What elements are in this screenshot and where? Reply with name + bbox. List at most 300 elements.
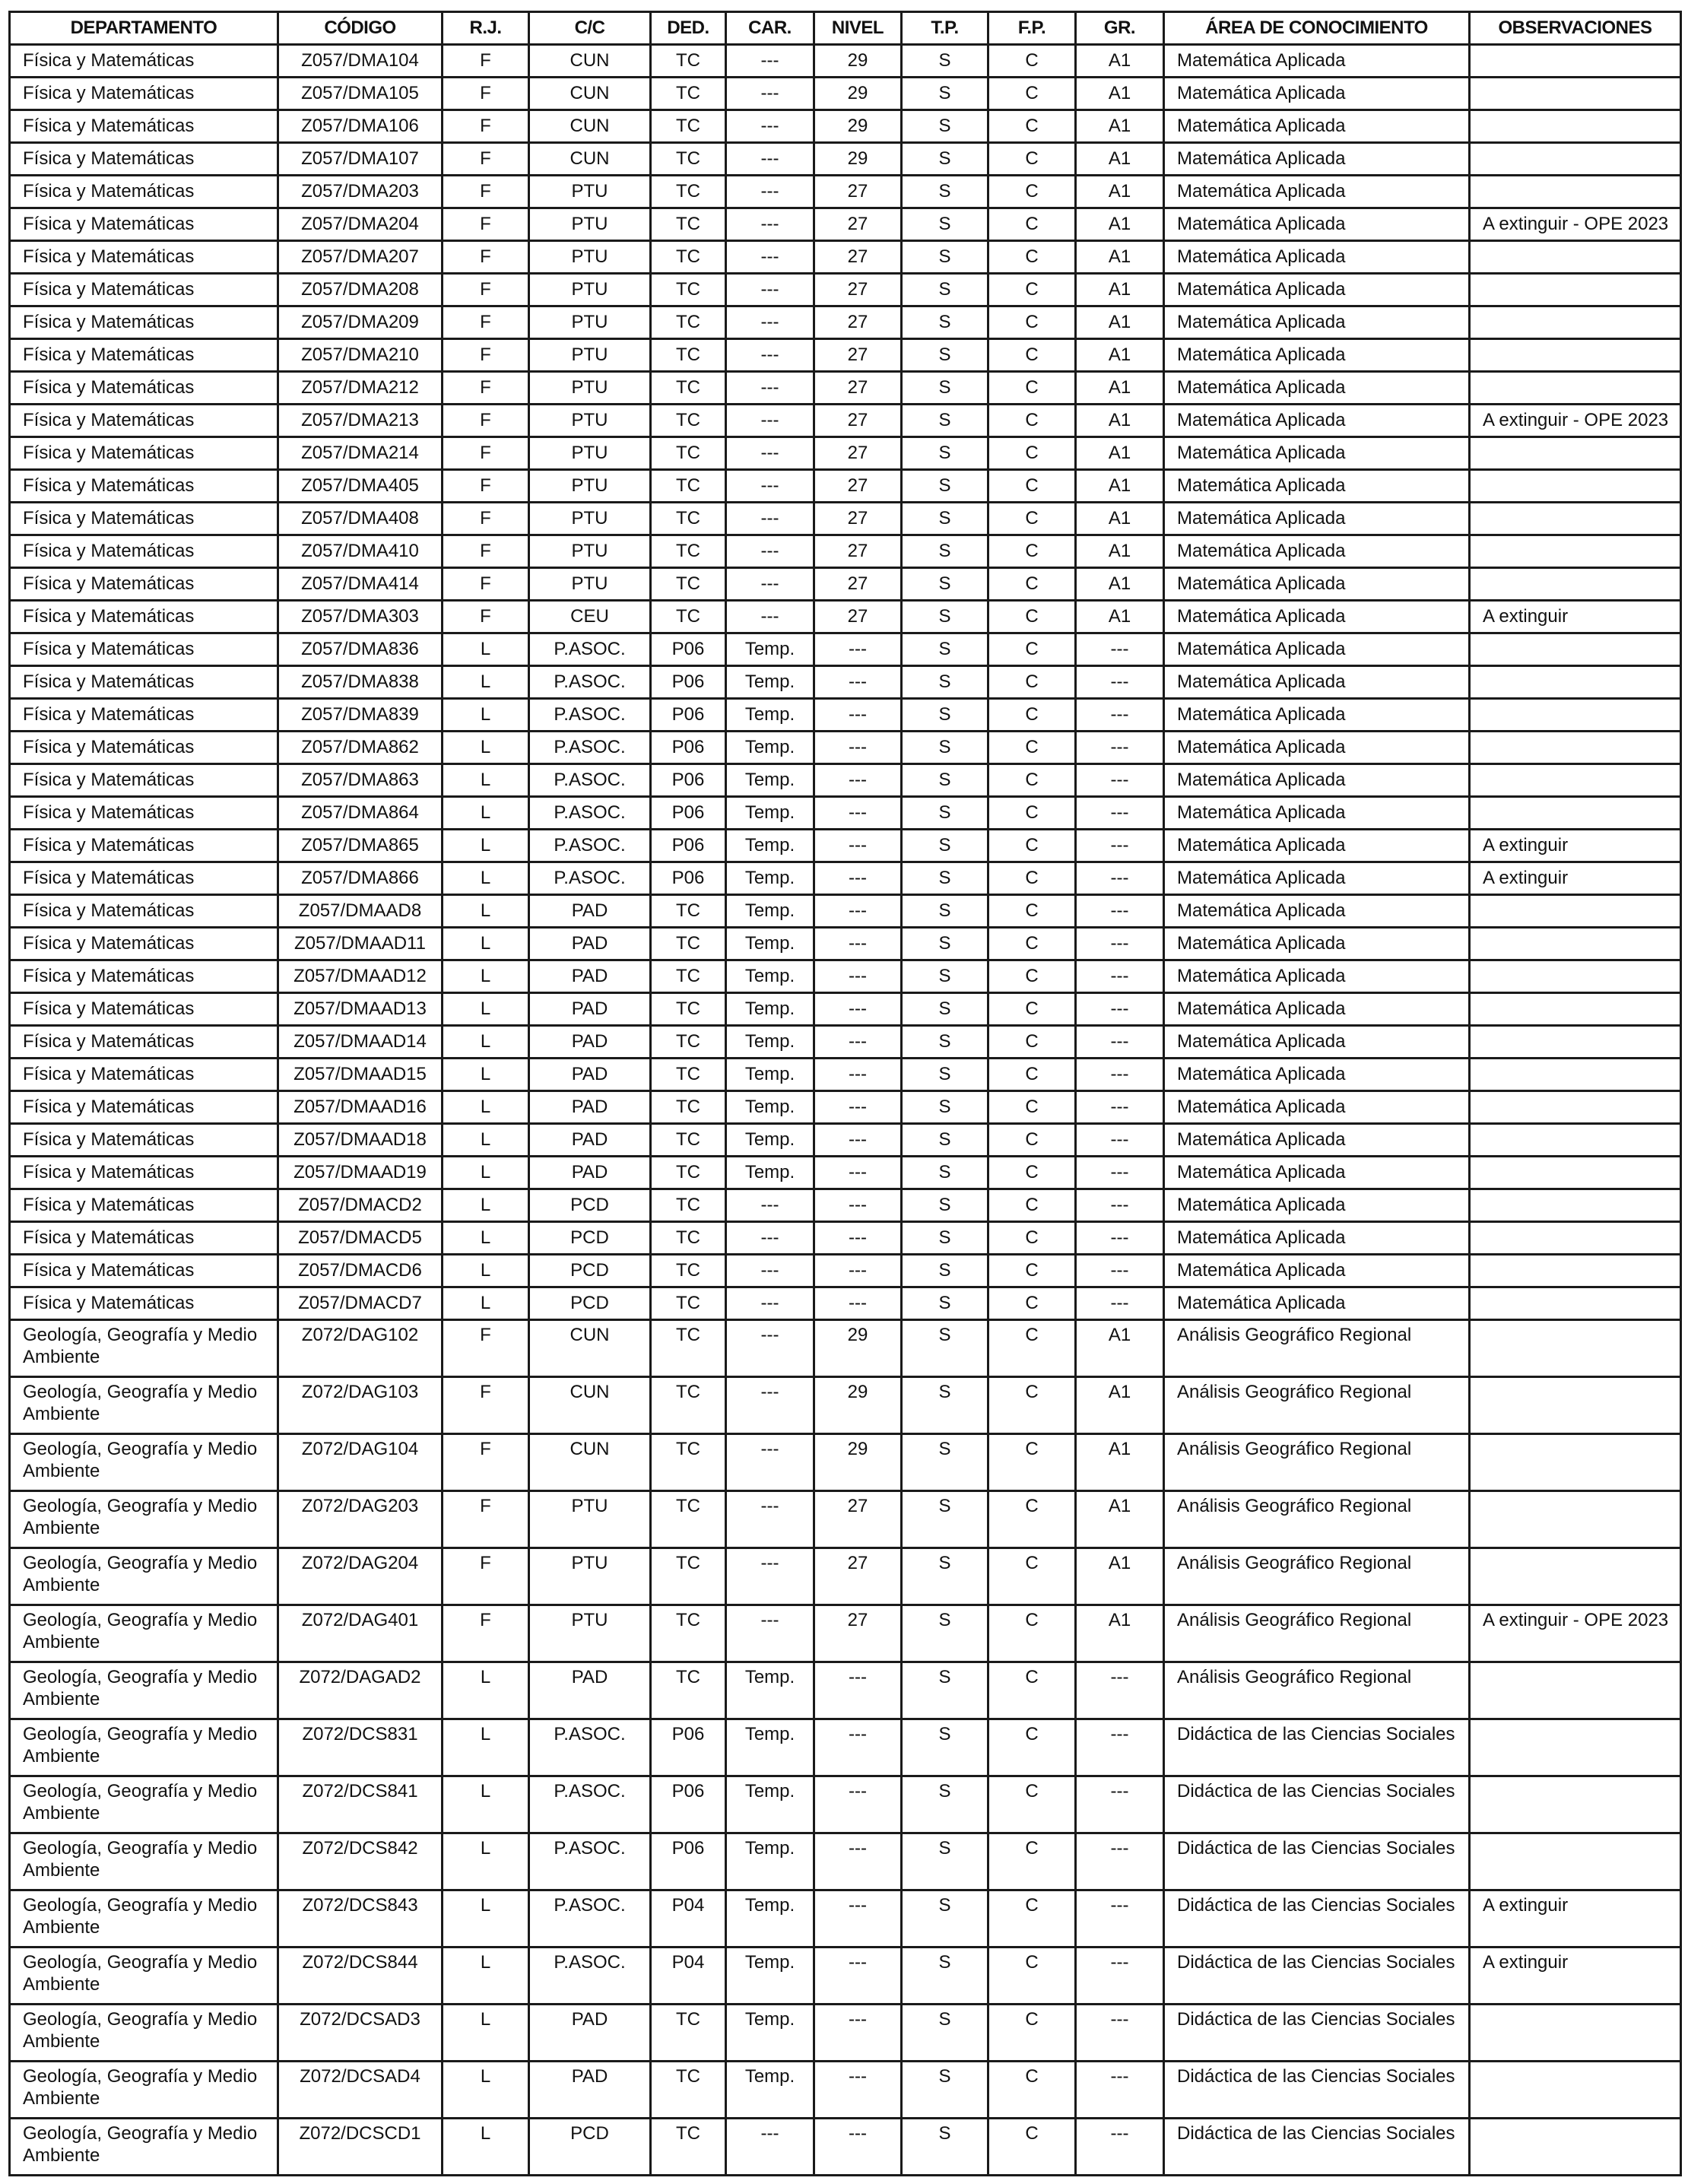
table-row	[10, 960, 1681, 993]
cell-gr: ---	[1076, 1890, 1164, 1948]
cell-codigo: Z072/DCS831	[278, 1719, 443, 1776]
cell-cc: PTU	[529, 535, 651, 568]
cell-car: Temp.	[726, 2062, 814, 2119]
cell-departamento: Física y Matemáticas	[10, 339, 278, 372]
cell-rj: F	[443, 45, 529, 78]
cell-ded: TC	[651, 78, 726, 110]
table-row	[10, 1833, 1681, 1890]
cell-fp: C	[988, 78, 1076, 110]
cell-departamento: Física y Matemáticas	[10, 241, 278, 274]
cell-ded: TC	[651, 1026, 726, 1059]
cell-observaciones	[1470, 568, 1681, 601]
cell-ded: TC	[651, 2062, 726, 2119]
cell-area: Matemática Aplicada	[1164, 45, 1470, 78]
cell-codigo: Z057/DMA208	[278, 274, 443, 306]
cell-departamento: Física y Matemáticas	[10, 306, 278, 339]
cell-ded: TC	[651, 1434, 726, 1491]
cell-rj: L	[443, 699, 529, 732]
cell-codigo: Z057/DMA838	[278, 666, 443, 699]
cell-gr: ---	[1076, 895, 1164, 928]
cell-codigo: Z057/DMA863	[278, 764, 443, 797]
cell-nivel: 27	[814, 176, 902, 208]
cell-area: Matemática Aplicada	[1164, 895, 1470, 928]
cell-cc: P.ASOC.	[529, 862, 651, 895]
cell-car: Temp.	[726, 1719, 814, 1776]
cell-car: ---	[726, 1189, 814, 1222]
cell-fp: C	[988, 830, 1076, 862]
cell-ded: P04	[651, 1948, 726, 2005]
cell-codigo: Z057/DMA213	[278, 405, 443, 437]
cell-rj: L	[443, 830, 529, 862]
cell-observaciones	[1470, 2119, 1681, 2176]
cell-area: Análisis Geográfico Regional	[1164, 1605, 1470, 1662]
cell-tp: S	[902, 699, 988, 732]
cell-car: ---	[726, 1255, 814, 1287]
cell-nivel: ---	[814, 830, 902, 862]
cell-car: Temp.	[726, 633, 814, 666]
cell-car: Temp.	[726, 928, 814, 960]
cell-observaciones: A extinguir - OPE 2023	[1470, 405, 1681, 437]
cell-ded: P06	[651, 633, 726, 666]
cell-car: Temp.	[726, 862, 814, 895]
cell-area: Análisis Geográfico Regional	[1164, 1662, 1470, 1719]
cell-codigo: Z057/DMA864	[278, 797, 443, 830]
cell-gr: ---	[1076, 1189, 1164, 1222]
cell-area: Matemática Aplicada	[1164, 993, 1470, 1026]
cell-nivel: 29	[814, 78, 902, 110]
cell-codigo: Z057/DMA865	[278, 830, 443, 862]
table-row	[10, 372, 1681, 405]
cell-ded: TC	[651, 176, 726, 208]
cell-rj: F	[443, 143, 529, 176]
cell-area: Didáctica de las Ciencias Sociales	[1164, 1948, 1470, 2005]
cell-car: Temp.	[726, 2005, 814, 2062]
cell-ded: P06	[651, 732, 726, 764]
cell-rj: F	[443, 535, 529, 568]
cell-codigo: Z072/DAG204	[278, 1548, 443, 1605]
table-row	[10, 862, 1681, 895]
cell-ded: TC	[651, 1157, 726, 1189]
cell-fp: C	[988, 2062, 1076, 2119]
cell-departamento: Física y Matemáticas	[10, 176, 278, 208]
cell-area: Análisis Geográfico Regional	[1164, 1320, 1470, 1377]
cell-car: ---	[726, 1434, 814, 1491]
cell-gr: ---	[1076, 1157, 1164, 1189]
cell-departamento: Física y Matemáticas	[10, 470, 278, 503]
cell-rj: L	[443, 1255, 529, 1287]
cell-codigo: Z057/DMA414	[278, 568, 443, 601]
cell-ded: TC	[651, 1605, 726, 1662]
cell-codigo: Z072/DCSAD4	[278, 2062, 443, 2119]
cell-departamento: Física y Matemáticas	[10, 633, 278, 666]
cell-area: Matemática Aplicada	[1164, 143, 1470, 176]
cell-area: Matemática Aplicada	[1164, 208, 1470, 241]
cell-rj: L	[443, 1662, 529, 1719]
cell-nivel: 27	[814, 405, 902, 437]
cell-fp: C	[988, 1776, 1076, 1833]
cell-tp: S	[902, 732, 988, 764]
cell-codigo: Z057/DMA866	[278, 862, 443, 895]
cell-departamento: Física y Matemáticas	[10, 1091, 278, 1124]
cell-area: Didáctica de las Ciencias Sociales	[1164, 2005, 1470, 2062]
cell-rj: L	[443, 1776, 529, 1833]
cell-observaciones	[1470, 666, 1681, 699]
table-row	[10, 2119, 1681, 2176]
cell-area: Matemática Aplicada	[1164, 1222, 1470, 1255]
cell-car: Temp.	[726, 1662, 814, 1719]
cell-departamento: Geología, Geografía y Medio Ambiente	[10, 2062, 278, 2119]
cell-nivel: ---	[814, 1091, 902, 1124]
cell-area: Matemática Aplicada	[1164, 274, 1470, 306]
cell-rj: L	[443, 1287, 529, 1320]
cell-car: Temp.	[726, 699, 814, 732]
cell-car: Temp.	[726, 1091, 814, 1124]
cell-car: ---	[726, 45, 814, 78]
cell-observaciones	[1470, 535, 1681, 568]
cell-car: Temp.	[726, 1157, 814, 1189]
table-row	[10, 405, 1681, 437]
cell-rj: L	[443, 633, 529, 666]
cell-gr: A1	[1076, 208, 1164, 241]
cell-nivel: ---	[814, 1287, 902, 1320]
cell-observaciones	[1470, 110, 1681, 143]
cell-tp: S	[902, 1719, 988, 1776]
cell-observaciones	[1470, 372, 1681, 405]
cell-ded: TC	[651, 1377, 726, 1434]
cell-car: ---	[726, 274, 814, 306]
table-row	[10, 1157, 1681, 1189]
cell-tp: S	[902, 176, 988, 208]
cell-car: ---	[726, 503, 814, 535]
cell-codigo: Z057/DMA209	[278, 306, 443, 339]
cell-ded: TC	[651, 339, 726, 372]
cell-nivel: ---	[814, 2119, 902, 2176]
cell-codigo: Z072/DCS843	[278, 1890, 443, 1948]
cell-departamento: Geología, Geografía y Medio Ambiente	[10, 1605, 278, 1662]
cell-rj: F	[443, 306, 529, 339]
cell-gr: A1	[1076, 372, 1164, 405]
cell-fp: C	[988, 1377, 1076, 1434]
cell-cc: PTU	[529, 568, 651, 601]
cell-rj: L	[443, 666, 529, 699]
cell-observaciones	[1470, 1255, 1681, 1287]
cell-ded: TC	[651, 2005, 726, 2062]
cell-car: ---	[726, 1377, 814, 1434]
cell-codigo: Z072/DAG203	[278, 1491, 443, 1548]
cell-nivel: 29	[814, 110, 902, 143]
cell-cc: CEU	[529, 601, 651, 633]
cell-cc: PAD	[529, 1091, 651, 1124]
cell-observaciones	[1470, 1026, 1681, 1059]
cell-fp: C	[988, 306, 1076, 339]
cell-nivel: ---	[814, 1776, 902, 1833]
cell-fp: C	[988, 1222, 1076, 1255]
table-row	[10, 339, 1681, 372]
cell-fp: C	[988, 241, 1076, 274]
cell-ded: TC	[651, 928, 726, 960]
cell-observaciones: A extinguir	[1470, 1890, 1681, 1948]
cell-gr: ---	[1076, 1124, 1164, 1157]
cell-nivel: ---	[814, 1124, 902, 1157]
cell-area: Matemática Aplicada	[1164, 110, 1470, 143]
cell-gr: A1	[1076, 339, 1164, 372]
cell-rj: F	[443, 1548, 529, 1605]
cell-gr: A1	[1076, 535, 1164, 568]
cell-departamento: Geología, Geografía y Medio Ambiente	[10, 1377, 278, 1434]
cell-nivel: 27	[814, 339, 902, 372]
cell-tp: S	[902, 1662, 988, 1719]
cell-cc: CUN	[529, 45, 651, 78]
cell-rj: F	[443, 405, 529, 437]
cell-ded: P06	[651, 764, 726, 797]
cell-fp: C	[988, 1189, 1076, 1222]
cell-area: Didáctica de las Ciencias Sociales	[1164, 1833, 1470, 1890]
cell-observaciones: A extinguir - OPE 2023	[1470, 1605, 1681, 1662]
cell-cc: CUN	[529, 78, 651, 110]
cell-fp: C	[988, 2119, 1076, 2176]
cell-nivel: ---	[814, 960, 902, 993]
cell-cc: PTU	[529, 208, 651, 241]
cell-departamento: Física y Matemáticas	[10, 45, 278, 78]
cell-ded: P06	[651, 862, 726, 895]
cell-nivel: 27	[814, 241, 902, 274]
cell-gr: A1	[1076, 78, 1164, 110]
cell-departamento: Física y Matemáticas	[10, 535, 278, 568]
cell-nivel: ---	[814, 1026, 902, 1059]
cell-nivel: ---	[814, 633, 902, 666]
cell-departamento: Geología, Geografía y Medio Ambiente	[10, 1491, 278, 1548]
cell-tp: S	[902, 928, 988, 960]
cell-observaciones	[1470, 1320, 1681, 1377]
cell-observaciones	[1470, 1776, 1681, 1833]
cell-codigo: Z057/DMAAD16	[278, 1091, 443, 1124]
cell-departamento: Física y Matemáticas	[10, 764, 278, 797]
cell-ded: TC	[651, 1255, 726, 1287]
cell-nivel: 27	[814, 470, 902, 503]
cell-departamento: Geología, Geografía y Medio Ambiente	[10, 1948, 278, 2005]
cell-rj: F	[443, 110, 529, 143]
cell-observaciones	[1470, 78, 1681, 110]
cell-area: Matemática Aplicada	[1164, 1287, 1470, 1320]
cell-cc: P.ASOC.	[529, 666, 651, 699]
cell-nivel: ---	[814, 862, 902, 895]
cell-ded: P06	[651, 1776, 726, 1833]
cell-tp: S	[902, 666, 988, 699]
table-row	[10, 699, 1681, 732]
table-row	[10, 1662, 1681, 1719]
table-row	[10, 470, 1681, 503]
cell-gr: ---	[1076, 666, 1164, 699]
cell-tp: S	[902, 764, 988, 797]
cell-cc: CUN	[529, 143, 651, 176]
cell-cc: PTU	[529, 306, 651, 339]
cell-area: Matemática Aplicada	[1164, 666, 1470, 699]
cell-nivel: ---	[814, 993, 902, 1026]
cell-fp: C	[988, 1548, 1076, 1605]
cell-nivel: ---	[814, 797, 902, 830]
cell-observaciones	[1470, 960, 1681, 993]
table-row	[10, 503, 1681, 535]
cell-nivel: ---	[814, 699, 902, 732]
cell-ded: TC	[651, 1059, 726, 1091]
cell-departamento: Física y Matemáticas	[10, 405, 278, 437]
cell-cc: P.ASOC.	[529, 1776, 651, 1833]
cell-observaciones	[1470, 1189, 1681, 1222]
cell-area: Matemática Aplicada	[1164, 862, 1470, 895]
cell-tp: S	[902, 405, 988, 437]
cell-tp: S	[902, 306, 988, 339]
cell-departamento: Física y Matemáticas	[10, 1222, 278, 1255]
column-header-codigo: CÓDIGO	[278, 12, 443, 45]
cell-rj: L	[443, 1026, 529, 1059]
cell-tp: S	[902, 503, 988, 535]
cell-nivel: ---	[814, 1662, 902, 1719]
cell-nivel: 27	[814, 601, 902, 633]
cell-observaciones	[1470, 143, 1681, 176]
cell-fp: C	[988, 110, 1076, 143]
cell-codigo: Z072/DAG103	[278, 1377, 443, 1434]
table-row	[10, 1948, 1681, 2005]
cell-fp: C	[988, 764, 1076, 797]
cell-departamento: Física y Matemáticas	[10, 372, 278, 405]
cell-departamento: Física y Matemáticas	[10, 110, 278, 143]
cell-rj: F	[443, 372, 529, 405]
cell-departamento: Física y Matemáticas	[10, 862, 278, 895]
cell-observaciones	[1470, 2005, 1681, 2062]
cell-cc: PTU	[529, 372, 651, 405]
cell-fp: C	[988, 274, 1076, 306]
column-header-tp: T.P.	[902, 12, 988, 45]
cell-observaciones	[1470, 1491, 1681, 1548]
cell-rj: F	[443, 1605, 529, 1662]
cell-departamento: Geología, Geografía y Medio Ambiente	[10, 1719, 278, 1776]
cell-observaciones: A extinguir	[1470, 601, 1681, 633]
cell-car: ---	[726, 1320, 814, 1377]
cell-codigo: Z057/DMA405	[278, 470, 443, 503]
table-row	[10, 1026, 1681, 1059]
cell-fp: C	[988, 993, 1076, 1026]
cell-cc: P.ASOC.	[529, 1890, 651, 1948]
cell-observaciones	[1470, 1719, 1681, 1776]
cell-cc: PAD	[529, 1026, 651, 1059]
cell-area: Didáctica de las Ciencias Sociales	[1164, 2119, 1470, 2176]
cell-car: Temp.	[726, 1059, 814, 1091]
cell-cc: PCD	[529, 1287, 651, 1320]
cell-nivel: 27	[814, 1605, 902, 1662]
cell-car: ---	[726, 1605, 814, 1662]
cell-departamento: Física y Matemáticas	[10, 601, 278, 633]
cell-fp: C	[988, 928, 1076, 960]
cell-tp: S	[902, 797, 988, 830]
cell-codigo: Z057/DMACD5	[278, 1222, 443, 1255]
cell-departamento: Física y Matemáticas	[10, 78, 278, 110]
cell-fp: C	[988, 568, 1076, 601]
cell-rj: F	[443, 274, 529, 306]
cell-tp: S	[902, 1091, 988, 1124]
cell-nivel: ---	[814, 732, 902, 764]
cell-car: Temp.	[726, 1948, 814, 2005]
cell-car: Temp.	[726, 1776, 814, 1833]
cell-cc: PAD	[529, 895, 651, 928]
table-row	[10, 1124, 1681, 1157]
cell-car: ---	[726, 1222, 814, 1255]
cell-tp: S	[902, 1833, 988, 1890]
cell-tp: S	[902, 1059, 988, 1091]
cell-car: Temp.	[726, 797, 814, 830]
cell-rj: F	[443, 1434, 529, 1491]
cell-rj: F	[443, 241, 529, 274]
table-row	[10, 1434, 1681, 1491]
cell-fp: C	[988, 1091, 1076, 1124]
cell-codigo: Z072/DCSAD3	[278, 2005, 443, 2062]
cell-departamento: Física y Matemáticas	[10, 1255, 278, 1287]
cell-departamento: Física y Matemáticas	[10, 1026, 278, 1059]
cell-tp: S	[902, 960, 988, 993]
cell-rj: L	[443, 1091, 529, 1124]
cell-fp: C	[988, 1026, 1076, 1059]
cell-nivel: ---	[814, 2062, 902, 2119]
cell-gr: A1	[1076, 143, 1164, 176]
cell-area: Análisis Geográfico Regional	[1164, 1377, 1470, 1434]
cell-fp: C	[988, 1948, 1076, 2005]
cell-area: Matemática Aplicada	[1164, 405, 1470, 437]
cell-fp: C	[988, 1890, 1076, 1948]
cell-cc: P.ASOC.	[529, 1833, 651, 1890]
cell-gr: A1	[1076, 470, 1164, 503]
cell-gr: ---	[1076, 2005, 1164, 2062]
cell-departamento: Geología, Geografía y Medio Ambiente	[10, 2005, 278, 2062]
column-header-ded: DED.	[651, 12, 726, 45]
cell-departamento: Física y Matemáticas	[10, 208, 278, 241]
cell-ded: TC	[651, 1548, 726, 1605]
cell-ded: P06	[651, 699, 726, 732]
table-row	[10, 1091, 1681, 1124]
cell-departamento: Física y Matemáticas	[10, 437, 278, 470]
cell-nivel: 29	[814, 1320, 902, 1377]
cell-departamento: Física y Matemáticas	[10, 699, 278, 732]
positions-table	[8, 11, 1682, 2176]
cell-gr: ---	[1076, 2119, 1164, 2176]
column-header-fp: F.P.	[988, 12, 1076, 45]
cell-cc: PTU	[529, 339, 651, 372]
cell-observaciones	[1470, 1157, 1681, 1189]
cell-fp: C	[988, 405, 1076, 437]
cell-car: ---	[726, 241, 814, 274]
cell-nivel: ---	[814, 1833, 902, 1890]
cell-codigo: Z072/DAGAD2	[278, 1662, 443, 1719]
cell-nivel: 27	[814, 568, 902, 601]
cell-codigo: Z057/DMA107	[278, 143, 443, 176]
cell-rj: F	[443, 1491, 529, 1548]
cell-departamento: Geología, Geografía y Medio Ambiente	[10, 1320, 278, 1377]
cell-tp: S	[902, 993, 988, 1026]
cell-cc: CUN	[529, 1377, 651, 1434]
cell-fp: C	[988, 699, 1076, 732]
cell-fp: C	[988, 797, 1076, 830]
column-header-cc: C/C	[529, 12, 651, 45]
cell-rj: F	[443, 78, 529, 110]
cell-fp: C	[988, 1287, 1076, 1320]
cell-gr: ---	[1076, 1662, 1164, 1719]
cell-observaciones	[1470, 1059, 1681, 1091]
cell-tp: S	[902, 143, 988, 176]
cell-codigo: Z057/DMAAD11	[278, 928, 443, 960]
cell-tp: S	[902, 895, 988, 928]
cell-rj: L	[443, 928, 529, 960]
column-header-observaciones: OBSERVACIONES	[1470, 12, 1681, 45]
cell-car: Temp.	[726, 732, 814, 764]
cell-observaciones	[1470, 45, 1681, 78]
